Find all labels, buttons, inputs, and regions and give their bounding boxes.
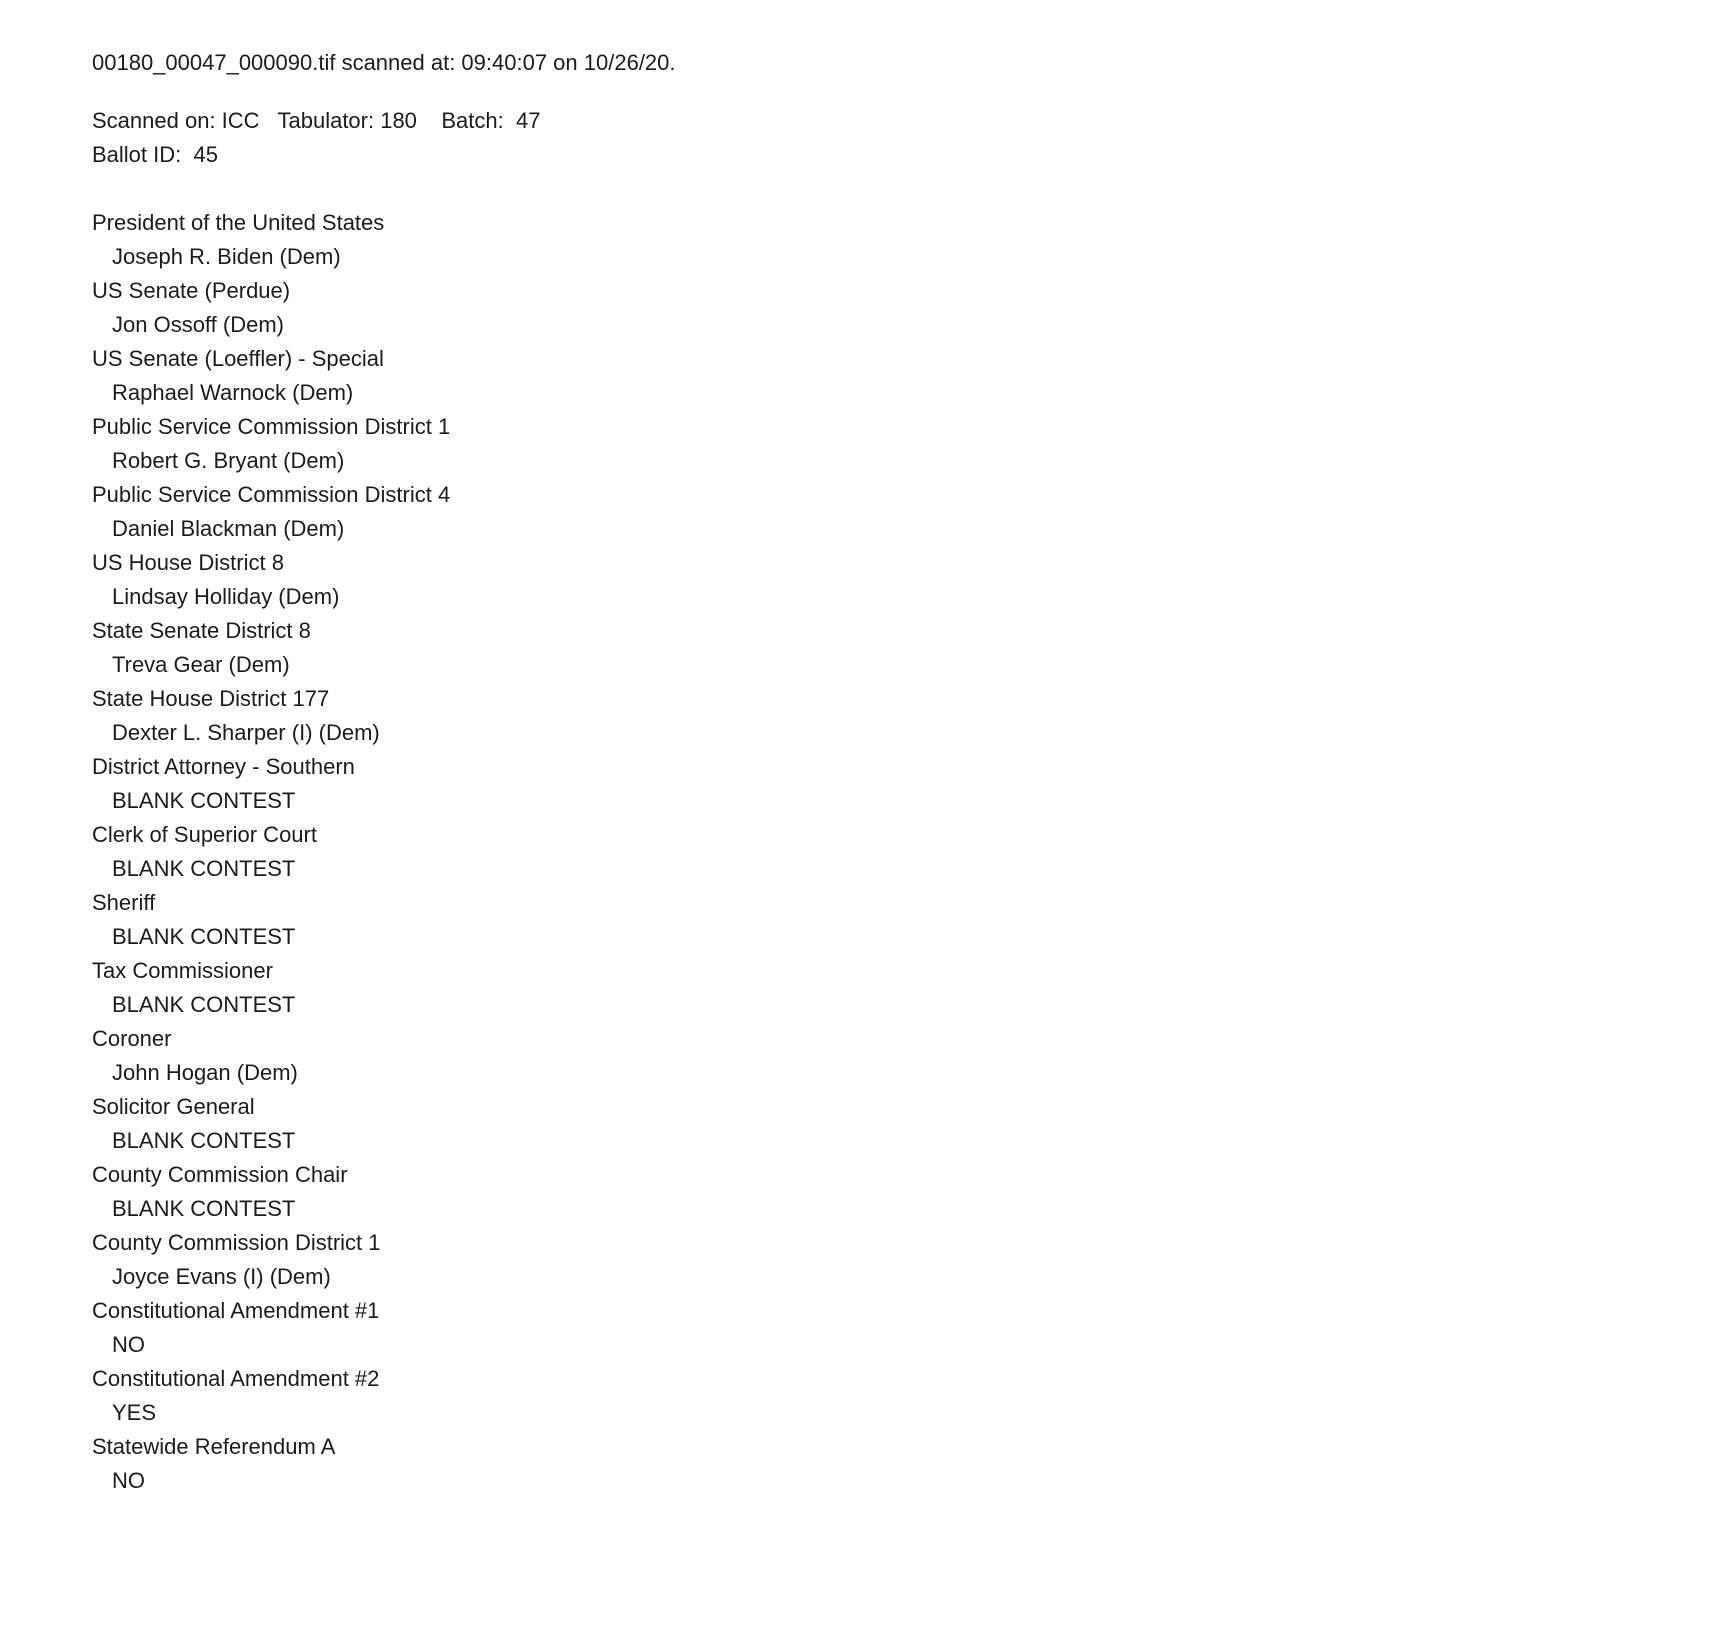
contest-selection: Raphael Warnock (Dem) — [112, 380, 354, 405]
contest-item — [92, 886, 1715, 954]
contest-selection: YES — [112, 1400, 157, 1425]
contest-selection: Joyce Evans (I) (Dem) — [112, 1264, 331, 1289]
contest-name: President of the United States — [92, 210, 385, 235]
contest-name: County Commission District 1 — [92, 1230, 381, 1255]
contest-name: Coroner — [92, 1026, 172, 1051]
contest-selection: Lindsay Holliday (Dem) — [112, 584, 340, 609]
contest-list — [92, 206, 1715, 1498]
contest-item — [92, 1294, 1715, 1362]
contest-selection: BLANK CONTEST — [112, 1196, 296, 1221]
contest-selection: Dexter L. Sharper (I) (Dem) — [112, 720, 380, 745]
contest-selection: BLANK CONTEST — [112, 1128, 296, 1153]
contest-name: Constitutional Amendment #2 — [92, 1366, 380, 1391]
contest-name: County Commission Chair — [92, 1162, 348, 1187]
contest-name: Statewide Referendum A — [92, 1434, 336, 1459]
contest-item — [92, 1158, 1715, 1226]
contest-selection: BLANK CONTEST — [112, 856, 296, 881]
contest-item — [92, 274, 1715, 342]
scan-meta-block — [92, 104, 1715, 172]
contest-item — [92, 1430, 1715, 1498]
contest-selection: Treva Gear (Dem) — [112, 652, 290, 677]
contest-name: Tax Commissioner — [92, 958, 273, 983]
contest-selection: NO — [112, 1468, 145, 1493]
scan-meta-line: Scanned on: ICC Tabulator: 180 Batch: 47 — [92, 108, 541, 133]
contest-item — [92, 342, 1715, 410]
contest-selection: John Hogan (Dem) — [112, 1060, 298, 1085]
contest-item — [92, 614, 1715, 682]
ballot-id-line: Ballot ID: 45 — [92, 142, 218, 167]
contest-item — [92, 1090, 1715, 1158]
contest-item — [92, 1362, 1715, 1430]
contest-item — [92, 478, 1715, 546]
contest-name: Solicitor General — [92, 1094, 255, 1119]
contest-item — [92, 954, 1715, 1022]
contest-name: Public Service Commission District 4 — [92, 482, 451, 507]
contest-selection: NO — [112, 1332, 145, 1357]
contest-item — [92, 206, 1715, 274]
contest-selection: BLANK CONTEST — [112, 788, 296, 813]
contest-selection: Robert G. Bryant (Dem) — [112, 448, 345, 473]
contest-item — [92, 682, 1715, 750]
contest-selection: BLANK CONTEST — [112, 992, 296, 1017]
scan-filename-line: 00180_00047_000090.tif scanned at: 09:40:07 on 10/26/20. — [92, 50, 676, 75]
contest-name: Sheriff — [92, 890, 156, 915]
contest-item — [92, 750, 1715, 818]
contest-item — [92, 1022, 1715, 1090]
contest-item — [92, 1226, 1715, 1294]
contest-name: Clerk of Superior Court — [92, 822, 317, 847]
contest-item — [92, 410, 1715, 478]
contest-name: US House District 8 — [92, 550, 284, 575]
contest-name: District Attorney - Southern — [92, 754, 355, 779]
contest-selection: Joseph R. Biden (Dem) — [112, 244, 341, 269]
contest-selection: BLANK CONTEST — [112, 924, 296, 949]
contest-selection: Daniel Blackman (Dem) — [112, 516, 345, 541]
contest-name: State Senate District 8 — [92, 618, 311, 643]
contest-name: State House District 177 — [92, 686, 330, 711]
contest-name: US Senate (Loeffler) - Special — [92, 346, 384, 371]
contest-selection: Jon Ossoff (Dem) — [112, 312, 284, 337]
contest-name: US Senate (Perdue) — [92, 278, 291, 303]
contest-name: Public Service Commission District 1 — [92, 414, 451, 439]
contest-item — [92, 818, 1715, 886]
contest-item — [92, 546, 1715, 614]
contest-name: Constitutional Amendment #1 — [92, 1298, 380, 1323]
